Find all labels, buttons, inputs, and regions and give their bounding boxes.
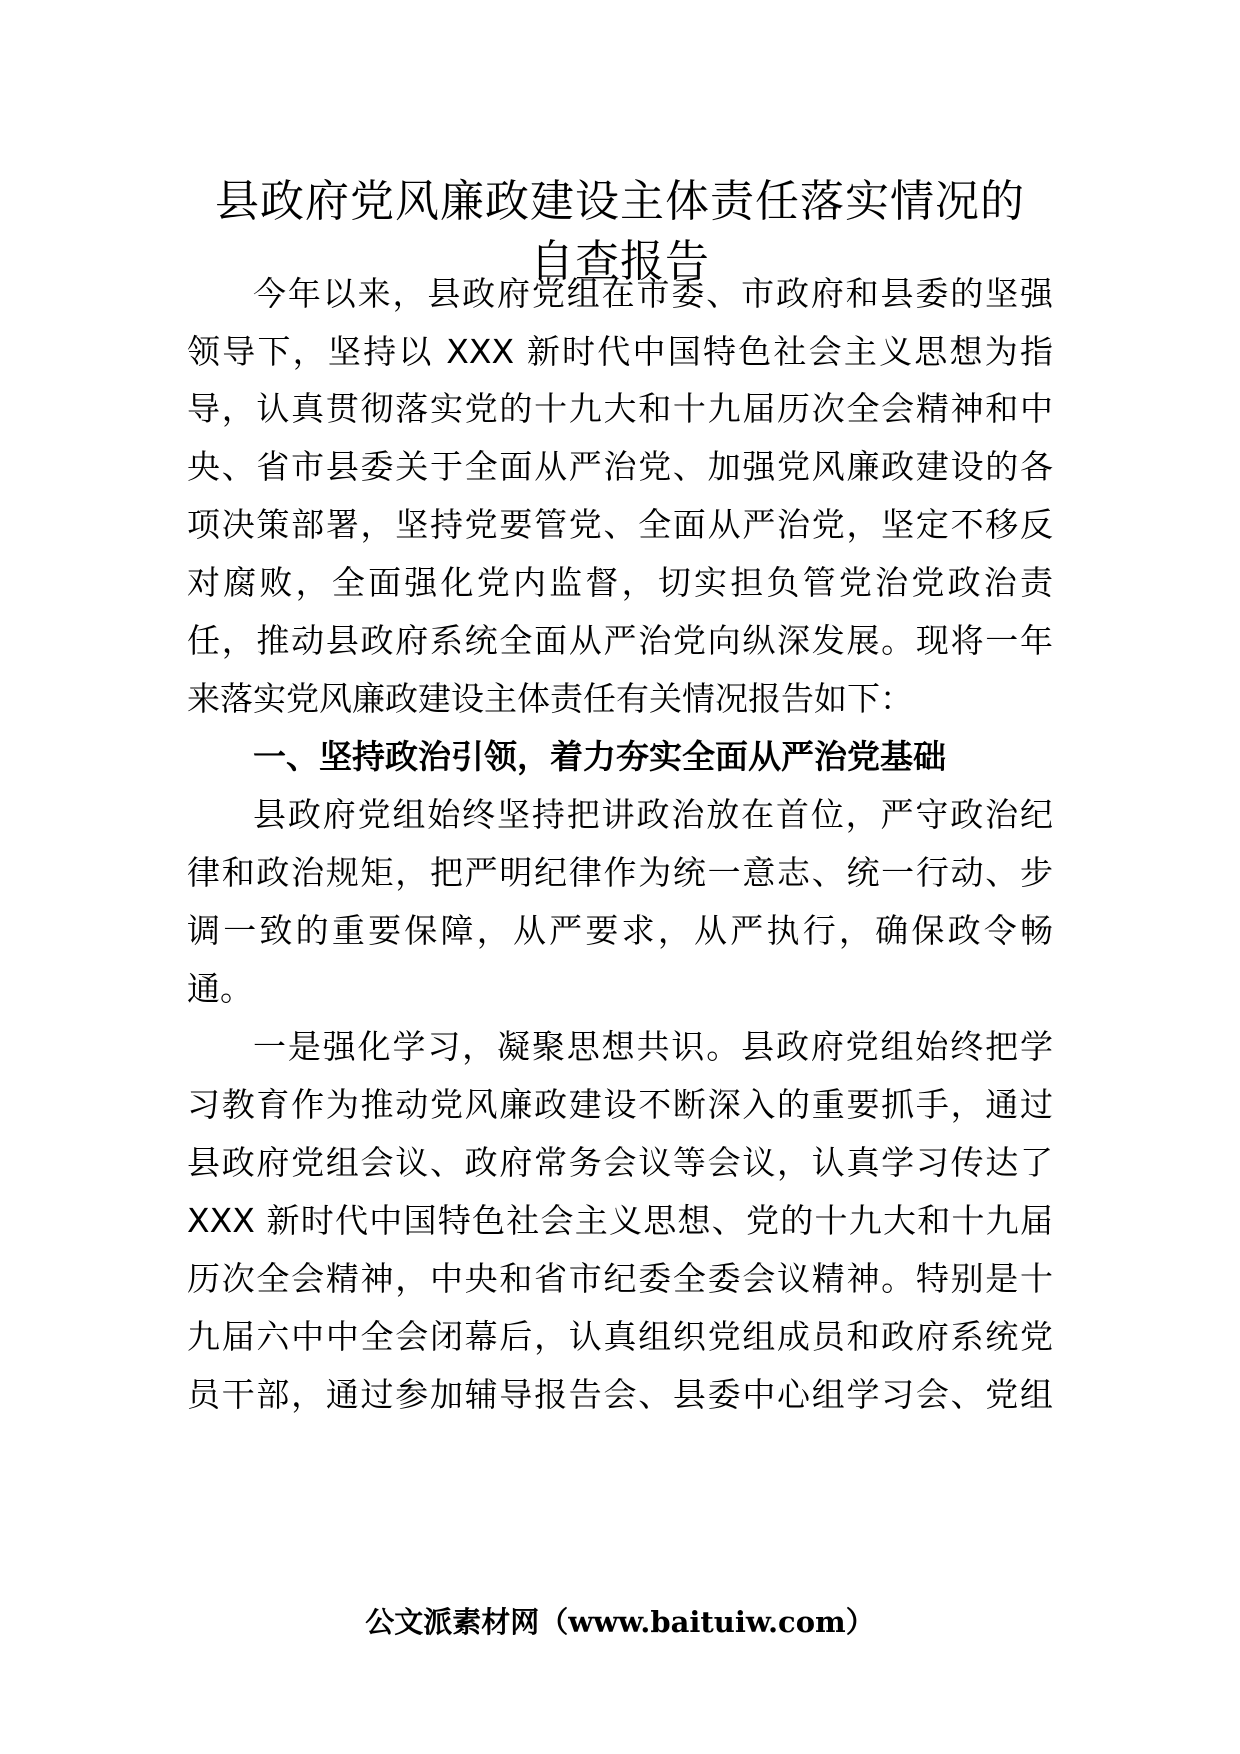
paragraph-3-line: 一是强化学习，凝聚思想共识。县政府党组始终把学 bbox=[253, 1027, 1053, 1066]
paragraph-3-line: 九届六中中全会闭幕后，认真组织党组成员和政府系统党 bbox=[187, 1317, 1053, 1356]
paragraph-3-line: 历次全会精神，中央和省市纪委全委会议精神。特别是十 bbox=[187, 1259, 1053, 1298]
paragraph-1-line: 导，认真贯彻落实党的十九大和十九届历次全会精神和中 bbox=[187, 389, 1053, 428]
paragraph-1-line: 任，推动县政府系统全面从严治党向纵深发展。现将一年 bbox=[187, 621, 1053, 660]
paragraph-1-line: 对腐败，全面强化党内监督，切实担负管党治党政治责 bbox=[187, 563, 1053, 602]
paragraph-2-line: 调一致的重要保障，从严要求，从严执行，确保政令畅 bbox=[187, 911, 1053, 950]
section-heading-1: 一、坚持政治引领，着力夯实全面从严治党基础 bbox=[253, 737, 946, 776]
paragraph-2-line: 县政府党组始终坚持把讲政治放在首位，严守政治纪 bbox=[253, 795, 1053, 834]
paragraph-3-line: 员干部，通过参加辅导报告会、县委中心组学习会、党组 bbox=[187, 1375, 1053, 1414]
document-title-line-2: 自查报告 bbox=[530, 236, 710, 287]
footer-watermark: 公文派素材网（www.baituiw.com） bbox=[365, 1605, 875, 1639]
paragraph-1-line: 央、省市县委关于全面从严治党、加强党风廉政建设的各 bbox=[187, 447, 1053, 486]
paragraph-1-line: 今年以来，县政府党组在市委、市政府和县委的坚强 bbox=[253, 274, 1053, 313]
paragraph-2-line: 通。 bbox=[187, 969, 253, 1008]
paragraph-3-line: XXX 新时代中国特色社会主义思想、党的十九大和十九届 bbox=[187, 1201, 1053, 1240]
paragraph-1-line: 来落实党风廉政建设主体责任有关情况报告如下： bbox=[187, 679, 913, 718]
document-title-line-1: 县政府党风廉政建设主体责任落实情况的 bbox=[215, 176, 1025, 227]
paragraph-1-line: 项决策部署，坚持党要管党、全面从严治党，坚定不移反 bbox=[187, 505, 1053, 544]
paragraph-2-line: 律和政治规矩，把严明纪律作为统一意志、统一行动、步 bbox=[187, 853, 1053, 892]
paragraph-3-line: 县政府党组会议、政府常务会议等会议，认真学习传达了 bbox=[187, 1143, 1053, 1182]
paragraph-3-line: 习教育作为推动党风廉政建设不断深入的重要抓手，通过 bbox=[187, 1085, 1053, 1124]
paragraph-1-line: 领导下，坚持以 XXX 新时代中国特色社会主义思想为指 bbox=[187, 332, 1053, 371]
